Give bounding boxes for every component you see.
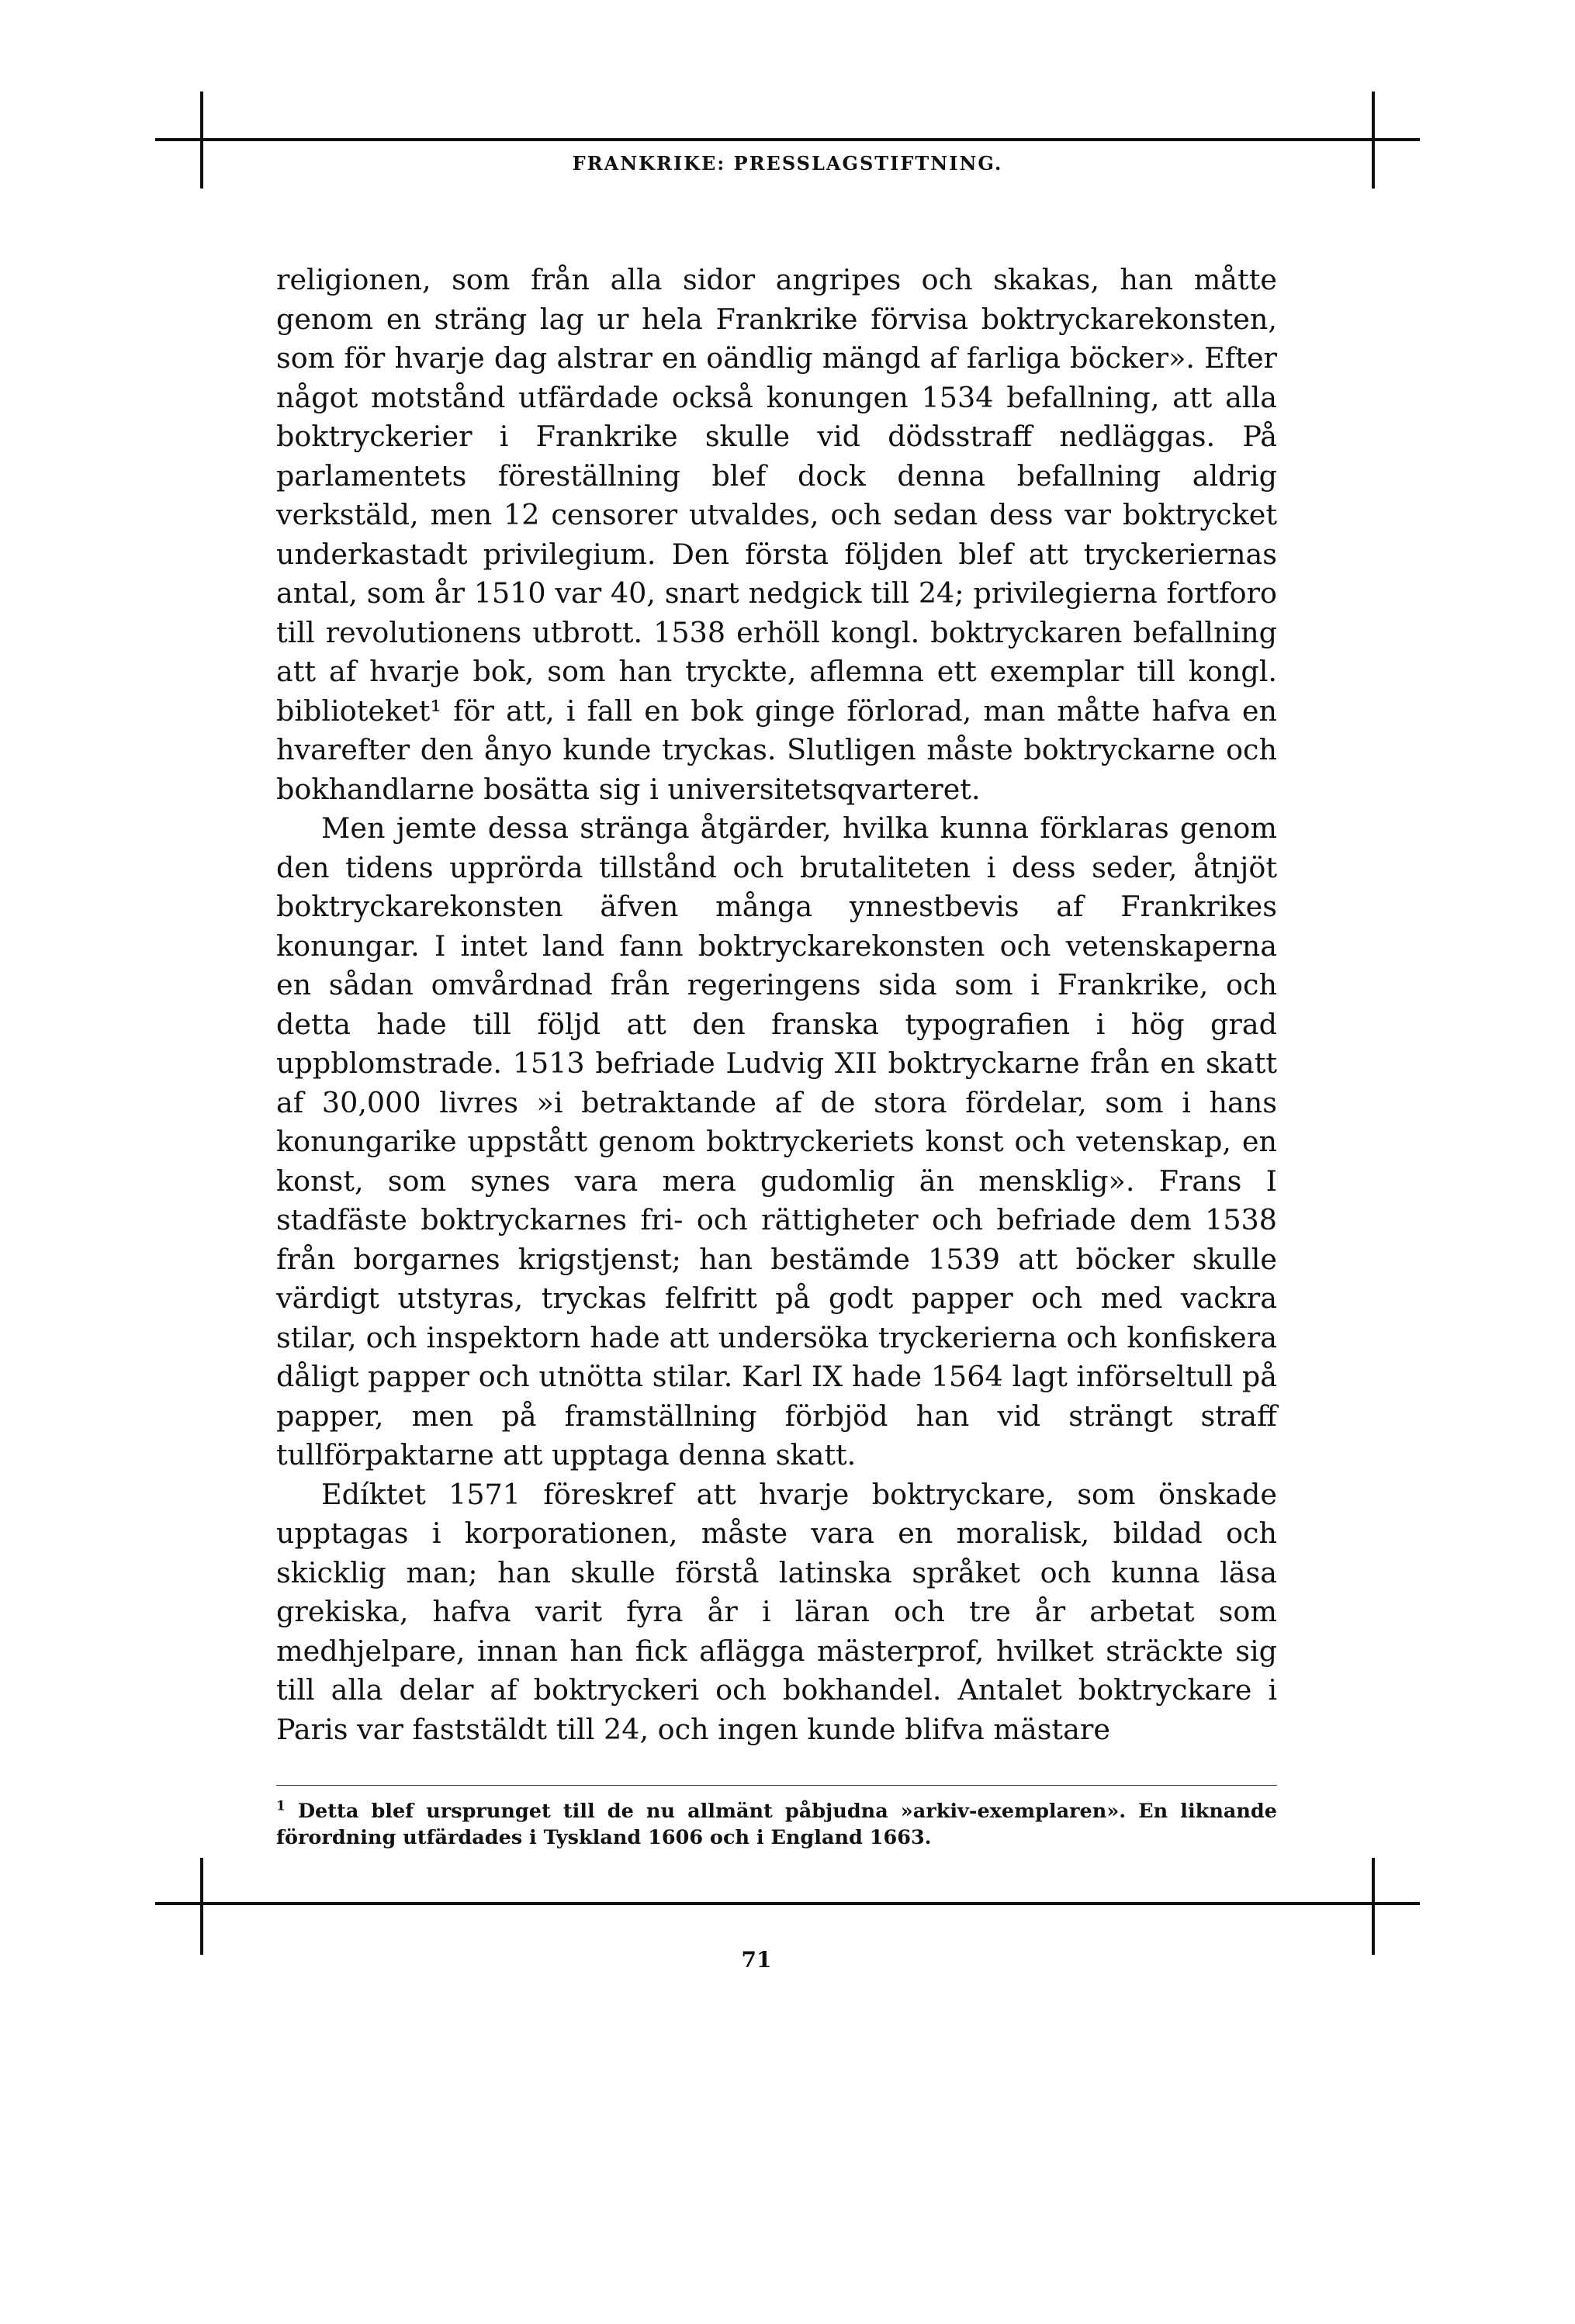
- footnote: [276, 1798, 1277, 1851]
- paragraph: Men jemte dessa stränga åtgärder, hvilka kunna förklaras genom den tidens upprörda tillstånd och brutaliteten i dess seder, åtnjöt boktryckarekonsten äfven många ynnestbevis af Frankrikes konungar. I intet land fann boktryckarekonsten och vetenskaperna en sådan omvårdnad från regeringens sida som i Frankrike, och detta hade till följd att den franska typografien i hög grad uppblomstrade. 1513 befriade Ludvig XII boktryckarne från en skatt af 30,000 livres »i betraktande af de stora fördelar, som i hans konungarike uppstått genom boktryckeriets konst och vetenskap, en konst, som synes vara mera gudomlig än mensklig». Frans I stadfäste boktryckarnes fri- och rättigheter och befriade dem 1538 från borgarnes krigstjenst; han bestämde 1539 att böcker skulle värdigt utstyras, tryckas felfritt på godt papper och med vackra stilar, och inspektorn hade att undersöka tryckerierna och konfiskera dåligt papper och utnötta stilar. Karl IX hade 1564 lagt införseltull på papper, men på framställning förbjöd han vid strängt straff tullförpaktarne att upptaga denna skatt.: [276, 811, 1277, 1472]
- bottom-rule: [155, 1902, 1420, 1905]
- top-rule: [155, 138, 1420, 141]
- footnote-text: Detta blef ursprunget till de nu allmänt påbjudna »arkiv-exemplaren». En liknande förordning utfärdades i Tyskland 1606 och i England 1663.: [276, 1800, 1277, 1849]
- footnote-divider: [276, 1785, 1277, 1786]
- footnote-marker: 1: [276, 1798, 286, 1814]
- paragraph: Edíktet 1571 föreskref att hvarje boktryckare, som önskade upptagas i korporationen, måste vara en moralisk, bildad och skicklig man; han skulle förstå latinska språket och kunna läsa grekiska, hafva varit fyra år i läran och tre år arbetat som medhjelpare, innan han fick aflägga mästerprof, hvilket sträckte sig till alla delar af boktryckeri och bokhandel. Antalet boktryckare i Paris var faststäldt till 24, och ingen kunde blifva mästare: [276, 1477, 1277, 1746]
- paragraph: religionen, som från alla sidor angripes och skakas, han måtte genom en sträng lag ur hela Frankrike förvisa boktryckarekonsten, som för hvarje dag alstrar en oändlig mängd af farliga böcker». Efter något motstånd utfärdade också konungen 1534 befallning, att alla boktryckerier i Frankrike skulle vid dödsstraff nedläggas. På parlamentets föreställning blef dock denna befallning aldrig verkstäld, men 12 censorer utvaldes, och sedan dess var boktrycket underkastadt privilegium. Den första följden blef att tryckeriernas antal, som år 1510 var 40, snart nedgick till 24; privilegierna fortforo till revolutionens utbrott. 1538 erhöll kongl. boktryckaren befallning att af hvarje bok, som han tryckte, aflemna ett exemplar till kongl. biblioteket¹ för att, i fall en bok ginge förlorad, man måtte hafva en hvarefter den ånyo kunde tryckas. Slutligen måste boktryckarne och bokhandlarne bosätta sig i universitetsqvarteret.: [276, 263, 1277, 806]
- bottom-right-crop-mark: [1372, 1858, 1375, 1955]
- running-head: FRANKRIKE: PRESSLAGSTIFTNING.: [572, 152, 1003, 175]
- page-number: 71: [741, 1947, 772, 1973]
- body-text: [276, 261, 1277, 1749]
- bottom-left-crop-mark: [200, 1858, 203, 1955]
